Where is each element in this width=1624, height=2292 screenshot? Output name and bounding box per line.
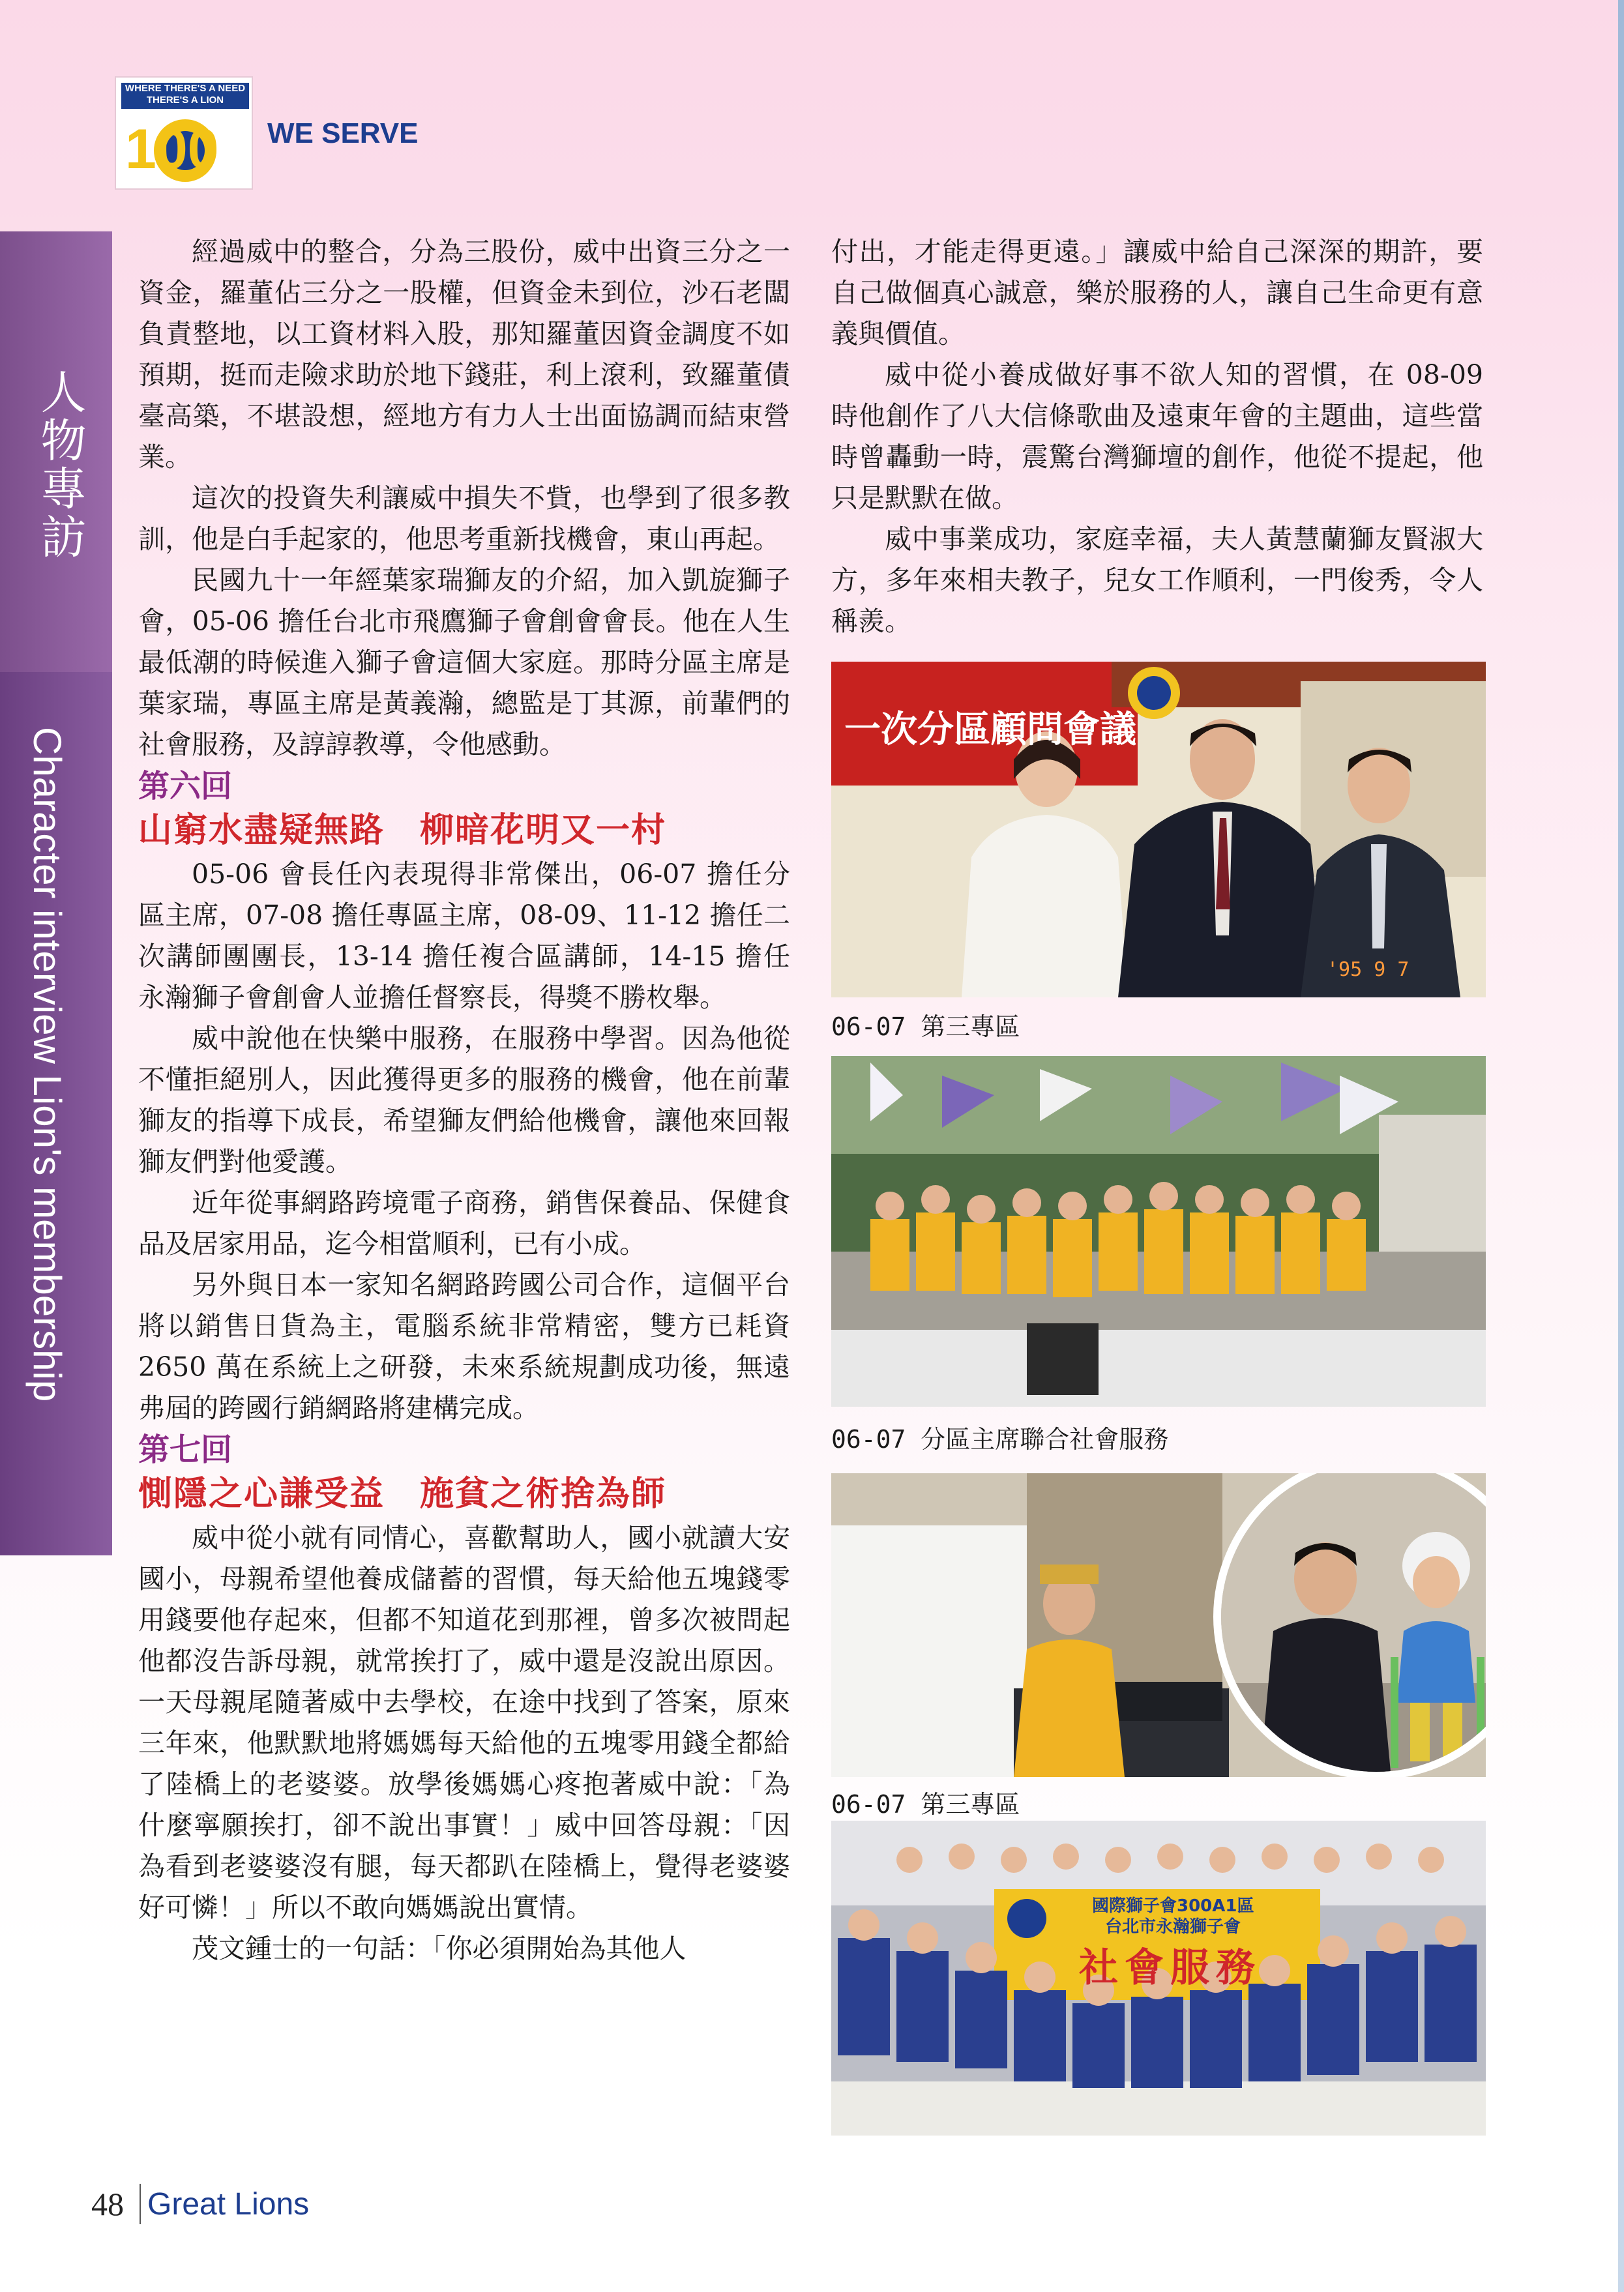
- magazine-title: Great Lions: [147, 2187, 310, 2222]
- paragraph: 民國九十一年經葉家瑞獅友的介紹，加入凱旋獅子會，05-06 擔任台北市飛鷹獅子會創會會長。他在人生最低潮的時候進入獅子會這個大家庭。那時分區主席是葉家瑞，專區主席是黃義瀚，總監是丁其源，前輩們的社會服務，及諄諄教導，令他感動。: [138, 565, 790, 760]
- tagline: WE SERVE: [267, 117, 419, 149]
- episode-number: 第七回: [138, 1432, 233, 1468]
- photo-meeting: [831, 662, 1486, 997]
- paragraph: 這次的投資失利讓威中損失不貲，也學到了很多教訓，他是白手起家的，他思考重新找機會，東山再起。: [138, 482, 790, 555]
- paragraph: 05-06 會長任內表現得非常傑出，06-07 擔任分區主席，07-08 擔任專區主席，08-09、11-12 擔任二次講師團團長，13-14 擔任複合區講師，14-15 擔任永瀚獅子會創會人並擔任督察長，得獎不勝枚舉。: [138, 859, 790, 1013]
- photo-outdoor-service: [831, 1056, 1486, 1407]
- paragraph: 付出，才能走得更遠。」讓威中給自己深深的期許，要自己做個真心誠意，樂於服務的人，讓自己生命更有意義與價值。: [831, 236, 1483, 349]
- photo-outdoor-illustration: [831, 1056, 1486, 1407]
- episode-title: 山窮水盡疑無路 柳暗花明又一村: [138, 811, 667, 850]
- photo-caption: 06-07 第三專區: [831, 1012, 1020, 1041]
- left-column: [138, 231, 790, 1969]
- section-label-en: Character interview Lion's membership: [25, 727, 69, 1402]
- logo-number: 100: [125, 118, 219, 181]
- photo-group-service: [831, 1821, 1486, 2136]
- lions-100-logo: [115, 76, 253, 190]
- section-label-zh: 人物專訪: [33, 368, 87, 561]
- paragraph: 威中說他在快樂中服務，在服務中學習。因為他從不懂拒絕別人，因此獲得更多的服務的機會，他在前輩獅友的指導下成長，希望獅友們給他機會，讓他來回報獅友們對他愛護。: [138, 1023, 790, 1177]
- paragraph: 威中從小養成做好事不欲人知的習慣，在 08-09 時他創作了八大信條歌曲及遠東年會的主題曲，這些當時曾轟動一時，震驚台灣獅壇的創作，他從不提起，他只是默默在做。: [831, 359, 1483, 514]
- paragraph: 茂文鍾士的一句話：「你必須開始為其他人: [192, 1933, 687, 1964]
- photo-date-stamp: '95 9 7: [1327, 958, 1410, 981]
- page-number: 48: [91, 2186, 124, 2222]
- paragraph: 另外與日本一家知名網路跨國公司合作，這個平台將以銷售日貨為主，電腦系統非常精密，雙方已耗資 2650 萬在系統上之研發，未來系統規劃成功後，無遠弗屆的跨國行銷網路將建構完成。: [138, 1269, 790, 1424]
- paragraph: 經過威中的整合，分為三股份，威中出資三分之一資金，羅董佔三分之一股權，但資金未到位，沙石老闆負責整地，以工資材料入股，那知羅董因資金調度不如預期，挺而走險求助於地下錢莊，利上滾利，致羅董債臺高築，不堪設想，經地方有力人士出面協調而結束營業。: [138, 236, 790, 473]
- logo-banner: WHERE THERE'S A NEED THERE'S A LION: [121, 83, 249, 109]
- paragraph: 威中事業成功，家庭幸福，夫人黃慧蘭獅友賢淑大方，多年來相夫教子，兒女工作順利，一門俊秀，令人稱羨。: [831, 523, 1483, 637]
- episode-title: 惻隱之心謙受益 施貧之術捨為師: [138, 1475, 667, 1514]
- paragraph: 威中從小就有同情心，喜歡幫助人，國小就讀大安國小，母親希望他養成儲蓄的習慣，每天給他五塊錢零用錢要他存起來，但都不知道花到那裡，曾多次被問起他都沒告訴母親，就常挨打了，威中還是沒說出原因。一天母親尾隨著威中去學校，在途中找到了答案，原來三年來，他默默地將媽媽每天給他的五塊零用錢全都給了陸橋上的老婆婆。放學後媽媽心疼抱著威中說：「為什麼寧願挨打，卻不說出事實！」威中回答母親：「因為看到老婆婆沒有腿，每天都趴在陸橋上，覺得老婆婆好可憐！」所以不敢向媽媽說出實情。: [138, 1522, 790, 1923]
- banner-line-1: 國際獅子會300A1區: [1092, 1896, 1254, 1916]
- right-column: [831, 231, 1483, 642]
- footer-divider: [140, 2184, 141, 2224]
- paragraph: 近年從事網路跨境電子商務，銷售保養品、保健食品及居家用品，迄今相當順利，已有小成。: [138, 1187, 790, 1259]
- photo-caption: 06-07 第三專區: [831, 1790, 1020, 1819]
- photo-presentation: [831, 1473, 1486, 1777]
- banner-line-2: 台北市永瀚獅子會: [1105, 1917, 1241, 1937]
- episode-number: 第六回: [138, 768, 233, 804]
- banner-line-3: 社會服務: [1079, 1945, 1262, 1991]
- right-edge-stripe: [1618, 0, 1624, 2292]
- photo-banner-text: 一次分區顧問會議: [844, 709, 1136, 751]
- photo-caption: 06-07 分區主席聯合社會服務: [831, 1425, 1169, 1454]
